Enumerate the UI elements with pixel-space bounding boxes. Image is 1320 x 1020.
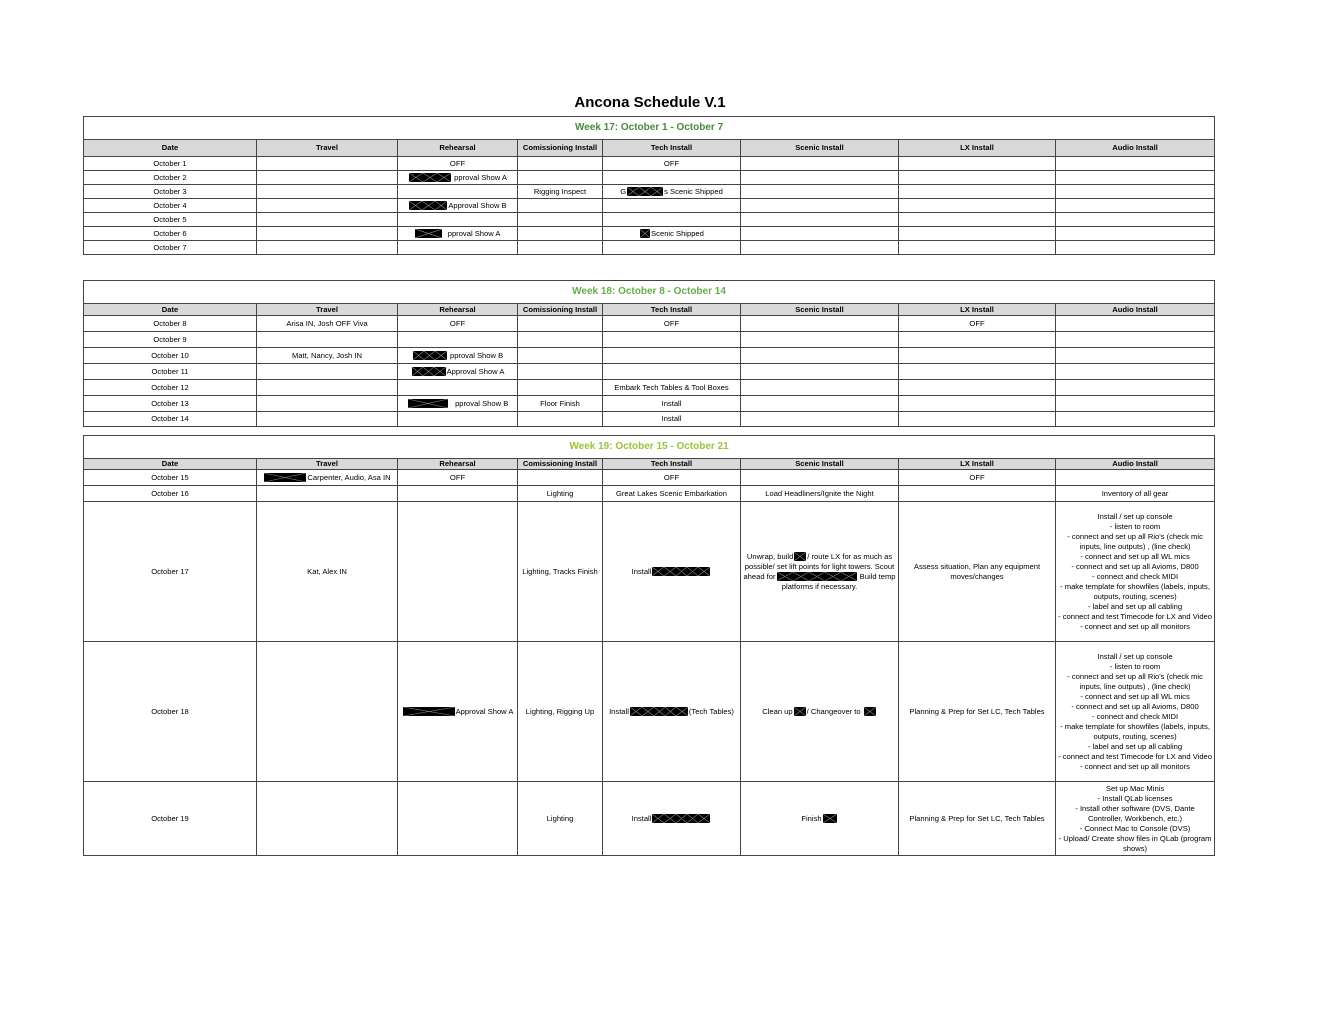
redaction-box (264, 473, 306, 482)
week-title: Week 19: October 15 - October 21 (84, 436, 1215, 459)
tech-cell: Embark Tech Tables & Tool Boxes (603, 380, 741, 396)
date-cell: October 2 (84, 171, 257, 185)
date-cell: October 16 (84, 486, 257, 502)
redaction-box (640, 229, 650, 238)
tech-cell: OFF (603, 316, 741, 332)
col-tech: Tech Install (603, 140, 741, 157)
date-cell: October 3 (84, 185, 257, 199)
page-title: Ancona Schedule V.1 (574, 94, 726, 111)
redaction-box (777, 572, 857, 581)
table-row (84, 348, 1215, 364)
date-cell: October 18 (84, 642, 257, 782)
redaction-box (823, 814, 837, 823)
redaction-box (403, 707, 455, 716)
tech-cell: Install (Tech Tables) (603, 642, 741, 782)
commissioning-cell: Lighting (518, 782, 603, 856)
col-lx: LX Install (899, 140, 1056, 157)
table-row (84, 213, 1215, 227)
tech-cell: Great Lakes Scenic Embarkation (603, 486, 741, 502)
col-rehearsal: Rehearsal (398, 459, 518, 470)
audio-cell: Inventory of all gear (1056, 486, 1215, 502)
lx-cell: OFF (899, 316, 1056, 332)
date-cell: October 4 (84, 199, 257, 213)
tech-cell: Install (603, 502, 741, 642)
rehearsal-cell: OFF (398, 157, 518, 171)
week-19-table (83, 435, 1215, 856)
table-row (84, 642, 1215, 782)
week-18-table (83, 280, 1215, 427)
date-cell: October 15 (84, 470, 257, 486)
redaction-box (409, 201, 447, 210)
col-travel: Travel (257, 140, 398, 157)
table-row (84, 171, 1215, 185)
redaction-box (409, 173, 451, 182)
scenic-cell: Clean up / Changeover to (741, 642, 899, 782)
table-row (84, 364, 1215, 380)
tech-cell: Install (603, 412, 741, 427)
date-cell: October 14 (84, 412, 257, 427)
header-row (84, 304, 1215, 316)
table-row (84, 316, 1215, 332)
col-lx: LX Install (899, 304, 1056, 316)
travel-cell: Matt, Nancy, Josh IN (257, 348, 398, 364)
date-cell: October 17 (84, 502, 257, 642)
lx-cell: Planning & Prep for Set LC, Tech Tables (899, 782, 1056, 856)
date-cell: October 19 (84, 782, 257, 856)
col-rehearsal: Rehearsal (398, 140, 518, 157)
rehearsal-cell: pproval Show A (398, 171, 518, 185)
lx-cell: OFF (899, 470, 1056, 486)
header-row (84, 459, 1215, 470)
redaction-box (627, 187, 663, 196)
redaction-box (864, 707, 876, 716)
redaction-box (794, 707, 806, 716)
rehearsal-cell: Approval Show A (398, 642, 518, 782)
col-date: Date (84, 140, 257, 157)
table-row (84, 486, 1215, 502)
rehearsal-cell: pproval Show B (398, 396, 518, 412)
audio-cell: Set up Mac Minis - Install QLab licenses - Install other software (DVS, Dante Controller, Workbench, etc.) - Connect Mac to Console (DVS) - Upload/ Create show files in QLab (program shows) (1056, 782, 1215, 856)
tech-cell: Install (603, 782, 741, 856)
redaction-box (413, 351, 447, 360)
table-row (84, 332, 1215, 348)
table-row (84, 227, 1215, 241)
week-17-table (83, 116, 1215, 255)
date-cell: October 11 (84, 364, 257, 380)
commissioning-cell: Rigging Inspect (518, 185, 603, 199)
audio-cell: Install / set up console - listen to room - connect and set up all Rio's (check mic inputs, line outputs) , (line check) - connect and set up all WL mics - connect and set up all Avioms, D800 - connect and check MIDI - make template for showfiles (labels, inputs, outputs, routing, scenes) - label and set up all cabling - connect and test Timecode for LX and Video - connect and set up all monitors (1056, 642, 1215, 782)
table-row (84, 396, 1215, 412)
rehearsal-cell: Approval Show A (398, 364, 518, 380)
date-cell: October 8 (84, 316, 257, 332)
header-row (84, 140, 1215, 157)
col-date: Date (84, 304, 257, 316)
travel-cell: Arisa IN, Josh OFF Viva (257, 316, 398, 332)
col-tech: Tech Install (603, 459, 741, 470)
col-date: Date (84, 459, 257, 470)
tech-cell: Install (603, 396, 741, 412)
table-row (84, 199, 1215, 213)
scenic-cell: Finish (741, 782, 899, 856)
travel-cell: Carpenter, Audio, Asa IN (257, 470, 398, 486)
redaction-box (652, 814, 710, 823)
col-audio: Audio Install (1056, 304, 1215, 316)
redaction-box (415, 229, 442, 238)
commissioning-cell: Lighting, Tracks Finish (518, 502, 603, 642)
date-cell: October 1 (84, 157, 257, 171)
tech-cell: OFF (603, 470, 741, 486)
col-tech: Tech Install (603, 304, 741, 316)
rehearsal-cell: Approval Show B (398, 199, 518, 213)
col-travel: Travel (257, 304, 398, 316)
col-scenic: Scenic Install (741, 140, 899, 157)
scenic-cell: Load Headliners/Ignite the Night (741, 486, 899, 502)
col-scenic: Scenic Install (741, 459, 899, 470)
col-audio: Audio Install (1056, 459, 1215, 470)
commissioning-cell: Lighting (518, 486, 603, 502)
date-cell: October 9 (84, 332, 257, 348)
date-cell: October 12 (84, 380, 257, 396)
lx-cell: Planning & Prep for Set LC, Tech Tables (899, 642, 1056, 782)
col-audio: Audio Install (1056, 140, 1215, 157)
redaction-box (794, 552, 806, 561)
rehearsal-cell: pproval Show B (398, 348, 518, 364)
rehearsal-cell: pproval Show A (398, 227, 518, 241)
col-lx: LX Install (899, 459, 1056, 470)
col-scenic: Scenic Install (741, 304, 899, 316)
week-title: Week 18: October 8 - October 14 (84, 281, 1215, 304)
rehearsal-cell: OFF (398, 316, 518, 332)
redaction-box (652, 567, 710, 576)
redaction-box (408, 399, 448, 408)
table-row (84, 157, 1215, 171)
table-row (84, 241, 1215, 255)
tech-cell: Scenic Shipped (603, 227, 741, 241)
lx-cell: Assess situation, Plan any equipment moves/changes (899, 502, 1056, 642)
col-commissioning: Comissioning Install (518, 140, 603, 157)
table-row (84, 470, 1215, 486)
date-cell: October 10 (84, 348, 257, 364)
tech-cell: G s Scenic Shipped (603, 185, 741, 199)
table-row (84, 782, 1215, 856)
audio-cell: Install / set up console - listen to room - connect and set up all Rio's (check mic inputs, line outputs) , (line check) - connect and set up all WL mics - connect and set up all Avioms, D800 - connect and check MIDI - make template for showfiles (labels, inputs, outputs, routing, scenes) - label and set up all cabling - connect and test Timecode for LX and Video - connect and set up all monitors (1056, 502, 1215, 642)
col-commissioning: Comissioning Install (518, 304, 603, 316)
commissioning-cell: Lighting, Rigging Up (518, 642, 603, 782)
commissioning-cell: Floor Finish (518, 396, 603, 412)
table-row (84, 502, 1215, 642)
scenic-cell: Unwrap, build / route LX for as much as possible/ set lift points for light towers. Scout ahead for Build temp platforms if necessary. (741, 502, 899, 642)
date-cell: October 6 (84, 227, 257, 241)
date-cell: October 13 (84, 396, 257, 412)
redaction-box (630, 707, 688, 716)
table-row (84, 412, 1215, 427)
date-cell: October 5 (84, 213, 257, 227)
table-row (84, 185, 1215, 199)
table-row (84, 380, 1215, 396)
col-rehearsal: Rehearsal (398, 304, 518, 316)
redaction-box (412, 367, 446, 376)
col-travel: Travel (257, 459, 398, 470)
col-commissioning: Comissioning Install (518, 459, 603, 470)
week-title: Week 17: October 1 - October 7 (84, 117, 1215, 140)
date-cell: October 7 (84, 241, 257, 255)
travel-cell: Kat, Alex IN (257, 502, 398, 642)
rehearsal-cell: OFF (398, 470, 518, 486)
tech-cell: OFF (603, 157, 741, 171)
